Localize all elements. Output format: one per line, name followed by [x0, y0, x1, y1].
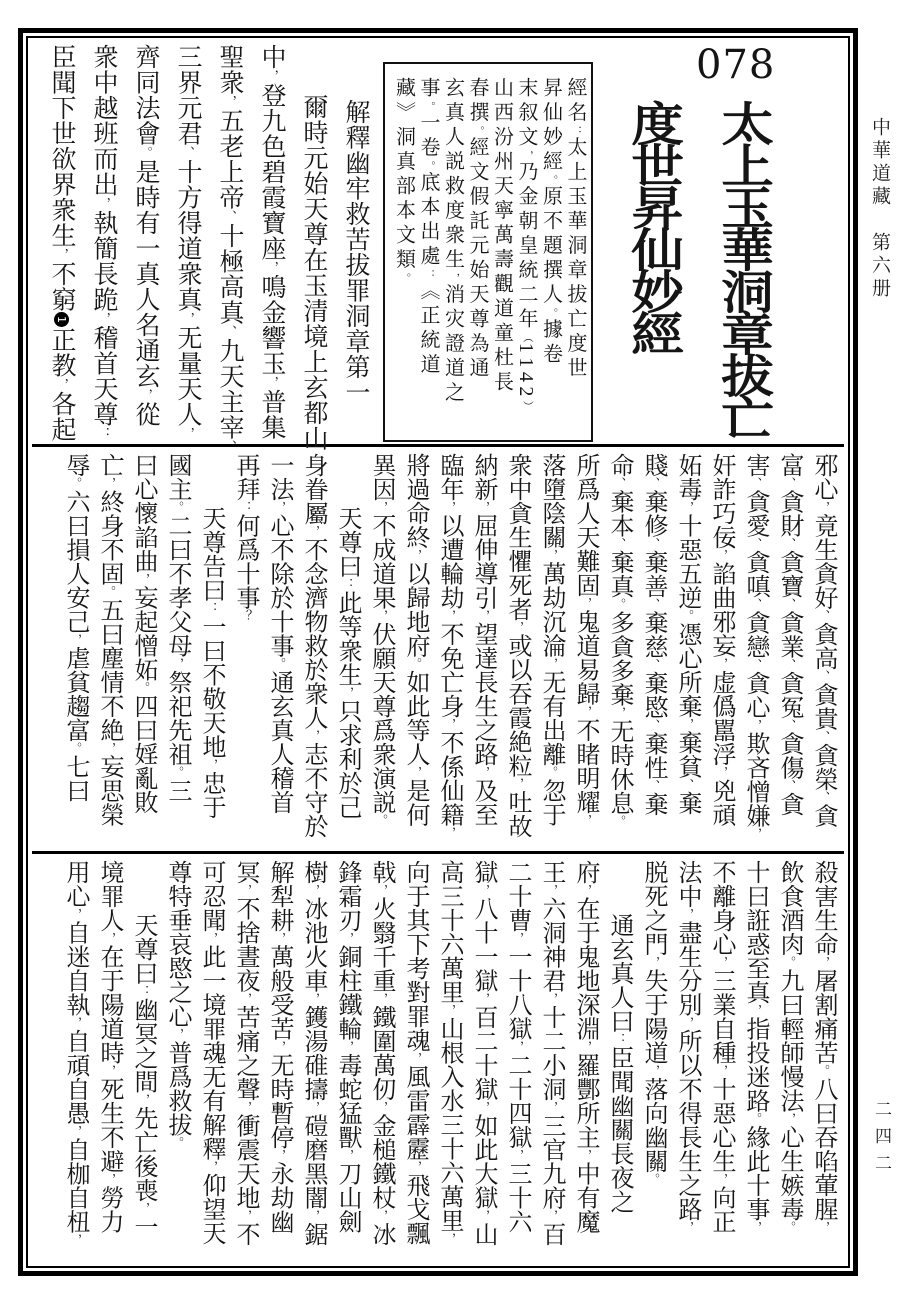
- text-column: 二十曹，一十八獄，二十四獄，三十六: [504, 860, 530, 1234]
- text-column: 曰心懷諂曲，妄起憎妬。四曰婬亂敗: [130, 453, 156, 814]
- text-column: 飲食酒肉。九曰輕師慢法，心生嫉毒。: [776, 860, 802, 1234]
- text-column: 臣聞下世欲界衆生，不窮1正教，各起: [48, 44, 75, 442]
- text-column: 法中，盡生分別，所以不得長生之路，: [674, 860, 700, 1234]
- text-column: 身眷屬，不念濟物救於衆人，志不守於: [300, 453, 326, 838]
- text-column: 一法，心不除於十事。通玄真人稽首: [266, 453, 292, 814]
- section-top: [32, 40, 844, 453]
- text-column: 經名：太上玉華洞章拔亡度世: [564, 77, 586, 382]
- text-column: 聖衆，五老上帝、十極高真、九天主宰、: [216, 44, 243, 453]
- text-column: 落墮陰關，萬劫沉淪，无有出離。忽于: [538, 453, 564, 827]
- text-column: 樹，冰池火車，鑊湯碓擣，磑磨黑闇，鋸: [300, 860, 326, 1246]
- text-column: 辱。六曰損人安己，虐貧趨富。七曰: [62, 453, 88, 803]
- text-column: 向于其下考對罪魂，風雷霹靂，飛戈飄: [402, 860, 428, 1245]
- text-column: 異因，不成道果，伏願天尊爲衆演説。: [368, 453, 394, 827]
- text-column: 解釋幽牢救苦拔罪洞章第一: [342, 99, 369, 405]
- volume-label: 中華道藏 第六册: [869, 117, 890, 301]
- text-column: 王，六洞神君，十二小洞，三官九府，百: [538, 860, 564, 1246]
- text-column: 三界元君、十方得道衆真，无量天人，: [174, 44, 201, 440]
- text-column: 鋒霜刃，銅柱鐵輪，毒蛇猛獸，刀山劍: [334, 860, 360, 1234]
- footnote-marker: 1: [54, 312, 69, 327]
- text-column: 解犁耕，萬般受苦，无時暫停，永劫幽: [266, 860, 292, 1234]
- text-column: 將過命終，以歸地府。如此等人，是何: [402, 453, 428, 827]
- text-column: 國主。二曰不孝父母，祭祀先祖。三: [164, 453, 190, 803]
- text-column: 可忍聞，此一境罪魂无有解釋，仰望天: [198, 860, 224, 1245]
- scripture-title-line-1: 太上玉華洞章拔亡: [714, 100, 773, 436]
- text-column: 天尊告曰：一曰不敬天地，忠于: [198, 505, 224, 819]
- text-column: 天尊曰：幽冥之間，先亡後喪，一: [130, 912, 156, 1239]
- text-column: 不離身心，三業自種，十惡心生，向正: [708, 860, 734, 1234]
- text-column: 命、棄本、棄真。多貪多棄，无時休息。: [606, 453, 632, 828]
- top-body-text: [32, 44, 376, 453]
- text-column: 奸詐巧佞，諂曲邪妄，虚僞嚚浮，兇頑: [708, 453, 734, 827]
- text-column: 臨年，以遭輪劫，不免亡身，不係仙籍，: [436, 453, 462, 839]
- text-column: 爾時元始天尊在玉清境上玄都山: [300, 93, 327, 451]
- text-column: 春撰。經文假託元始天尊為通: [466, 77, 488, 382]
- catalog-number: 078: [696, 42, 776, 88]
- section-middle: [32, 447, 844, 854]
- text-column: 納新，屈伸導引，望達長生之路，及至: [470, 453, 496, 827]
- text-column: 尊特垂哀愍之心，普爲救拔。: [164, 860, 190, 1149]
- page-frame: [18, 28, 858, 1276]
- middle-body-text: [36, 453, 840, 847]
- text-column: 天尊曰：此等衆生，只求利於己: [334, 505, 360, 819]
- text-column: 戟，火翳千重，鐵圍萬仞，金槌鐵杖，冰: [368, 860, 394, 1246]
- text-column: 齊同法會。是時有一真人名通玄，從: [132, 44, 159, 427]
- text-column: 害、貪愛、貪嗔、貪戀、貪心，欺吝憎嫌，: [742, 453, 768, 840]
- text-column: 妬毒，十惡五逆。憑心所棄，棄貧、棄: [674, 453, 700, 815]
- text-column: 事。一卷。底本出處：《正統道: [417, 77, 439, 378]
- text-column: 通玄真人曰：臣聞幽關長夜之: [606, 912, 632, 1214]
- text-column: 山西汾州天寧萬壽觀道童杜長: [490, 77, 513, 396]
- text-column: 藏》洞真部本文類。: [392, 77, 415, 284]
- text-column: 亡，終身不固。五曰塵情不絶，妄思榮: [96, 453, 122, 827]
- folio-page-number: 二四二: [872, 1100, 891, 1181]
- text-column: 獄，八十一獄，百二十獄，如此大獄，山: [470, 860, 496, 1246]
- text-column: 府，在于鬼地深淵，羅酆所主，中有魔: [572, 860, 598, 1234]
- text-column: 用心，自迷自執，自頑自愚，自枷自杻，: [62, 860, 88, 1246]
- text-column: 十曰誑惑至真，指投迷路。緣此十事，: [742, 860, 768, 1234]
- text-column: 富、貪財、貪寶、貪業、貪冤、貪傷、貪: [776, 453, 802, 816]
- text-column: 高三十六萬里，山根入水三十六萬里，: [436, 860, 462, 1245]
- text-column: 衆中越班而出，執簡長跪，稽首天尊：: [90, 44, 117, 440]
- text-column: 中，登九色碧霞寶座，鳴金響玉，普集: [258, 44, 285, 440]
- abstract-box: [383, 62, 593, 442]
- text-column: 脱死之門，失于陽道，落向幽關。: [640, 860, 666, 1186]
- text-column: 境罪人，在于陽道時，死生不避，勞力: [96, 860, 122, 1234]
- section-bottom: [32, 854, 844, 1264]
- text-column: 再拜：何爲十事？: [232, 453, 258, 622]
- text-column: 昇仙妙經。原不題撰人。據卷: [539, 77, 562, 368]
- text-column: 玄真人説救度衆生，消灾證道之: [441, 77, 464, 406]
- text-column: 殺害生命，屠割痛苦。八曰吞啗葷腥，: [810, 860, 836, 1234]
- text-column: 邪心，竟生貪好、貪高、貪貴、貪榮、貪: [810, 453, 836, 828]
- inner-frame: [26, 36, 850, 1268]
- scripture-title-line-2: 度世昇仙妙經: [624, 100, 683, 352]
- bottom-body-text: [36, 860, 840, 1260]
- text-column: 賤、棄修、棄善、棄慈、棄愍、棄性、棄: [640, 453, 666, 816]
- text-column: 末叙文，乃金朝皇統二年（1142）: [515, 77, 537, 412]
- text-column: 冥，不捨晝夜，苦痛之聲，衝震天地，不: [232, 860, 258, 1246]
- text-column: 所爲人天難固，鬼道易歸，不睹明耀，: [572, 453, 598, 827]
- text-column: 衆中貪生懼死者，或以吞霞絶粒，吐故: [504, 453, 530, 838]
